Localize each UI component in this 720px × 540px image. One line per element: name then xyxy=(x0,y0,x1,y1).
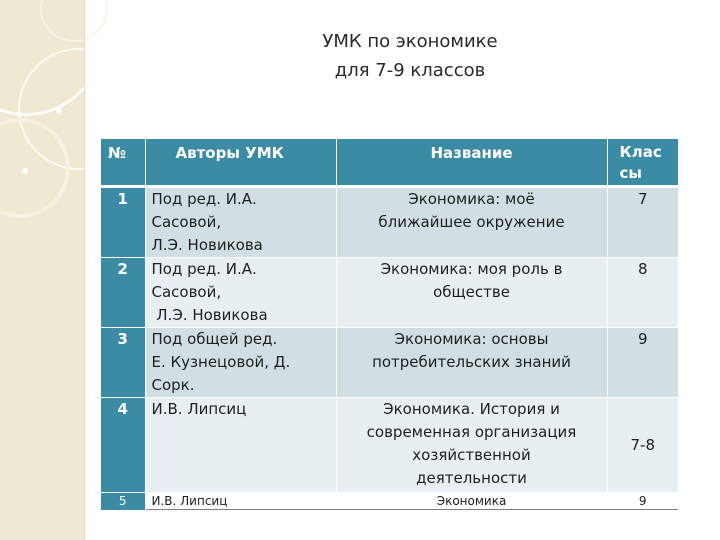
row-num: 4 xyxy=(101,398,145,493)
name-line: Экономика: основы xyxy=(394,330,549,348)
table-row xyxy=(101,493,678,510)
name-line: хозяйственной xyxy=(412,446,531,464)
name-line: обществе xyxy=(433,283,510,301)
author-line: Под ред. И.А. xyxy=(151,190,257,208)
row-num: 1 xyxy=(101,187,145,258)
row-authors xyxy=(145,493,336,510)
row-name xyxy=(336,328,607,398)
author-line: И.В. Липсиц xyxy=(151,494,228,508)
name-line: потребительских знаний xyxy=(372,353,571,371)
row-num: 2 xyxy=(101,258,145,328)
row-grade: 9 xyxy=(607,328,678,398)
decorative-dot xyxy=(22,168,28,174)
umk-table xyxy=(101,139,678,510)
author-line: Л.Э. Новикова xyxy=(151,306,268,324)
header-grade-line-2: сы xyxy=(619,164,642,182)
row-num: 3 xyxy=(101,328,145,398)
decorative-dot xyxy=(56,108,62,114)
header-grade-line-1: Клас xyxy=(619,143,662,161)
author-line: Л.Э. Новикова xyxy=(151,236,263,254)
side-band-edge xyxy=(84,0,85,540)
name-line: деятельности xyxy=(416,469,527,487)
decorative-side-band xyxy=(0,0,84,540)
row-authors xyxy=(145,258,336,328)
row-grade: 9 xyxy=(607,493,678,510)
header-grade xyxy=(607,139,678,187)
row-name xyxy=(336,493,607,510)
row-authors xyxy=(145,398,336,493)
slide-title-line-1: УМК по экономике xyxy=(322,31,498,52)
author-line: Сасовой, xyxy=(151,283,222,301)
name-line: ближайшее окружение xyxy=(378,213,565,231)
table-row xyxy=(101,398,678,493)
row-name xyxy=(336,187,607,258)
author-line: Сасовой, xyxy=(151,213,222,231)
header-authors: Авторы УМК xyxy=(145,139,336,187)
row-grade: 8 xyxy=(607,258,678,328)
row-name xyxy=(336,398,607,493)
author-line: Е. Кузнецовой, Д. xyxy=(151,353,291,371)
slide-title-line-2: для 7-9 классов xyxy=(334,60,486,81)
header-num: № xyxy=(101,139,145,187)
row-authors xyxy=(145,328,336,398)
row-grade: 7 xyxy=(607,187,678,258)
name-line: Экономика: моя роль в xyxy=(380,260,563,278)
row-grade: 7-8 xyxy=(607,398,678,493)
name-line: Экономика. История и xyxy=(383,400,560,418)
author-line: И.В. Липсиц xyxy=(151,400,247,418)
row-authors xyxy=(145,187,336,258)
table-header-row xyxy=(101,139,678,187)
author-line: Сорк. xyxy=(151,376,195,394)
table-row xyxy=(101,258,678,328)
name-line: современная организация xyxy=(366,423,577,441)
row-num: 5 xyxy=(101,493,145,510)
author-line: Под общей ред. xyxy=(151,330,278,348)
table-row xyxy=(101,328,678,398)
header-name: Название xyxy=(336,139,607,187)
name-line: Экономика xyxy=(436,494,507,508)
name-line: Экономика: моё xyxy=(408,190,535,208)
table-row xyxy=(101,187,678,258)
row-name xyxy=(336,258,607,328)
author-line: Под ред. И.А. xyxy=(151,260,257,278)
